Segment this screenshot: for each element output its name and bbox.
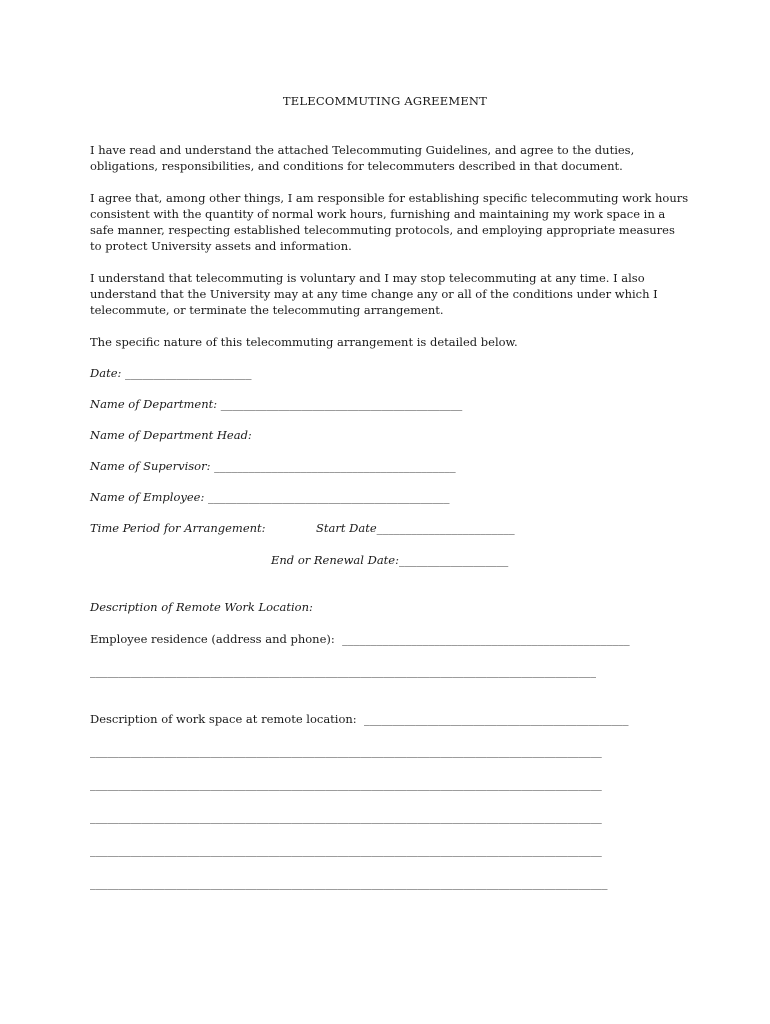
start-date-line[interactable]: ________________________ <box>376 521 515 535</box>
workspace-line[interactable]: ______________________________________________ <box>364 712 629 726</box>
department-head-field[interactable] <box>90 428 252 442</box>
time-period-label: Time Period for Arrangement: <box>90 521 266 535</box>
date-line[interactable]: ______________________ <box>125 366 252 380</box>
residence-field[interactable] <box>90 632 630 646</box>
residence-line[interactable]: __________________________________________________ <box>342 632 630 646</box>
supervisor-field[interactable] <box>90 459 456 473</box>
document-title: TELECOMMUTING AGREEMENT <box>282 94 488 108</box>
paragraph-specific-nature: The specific nature of this telecommuting arrangement is detailed below. <box>90 335 518 349</box>
date-field[interactable] <box>90 366 252 380</box>
supervisor-line[interactable]: __________________________________________ <box>214 459 456 473</box>
date-label: Date: <box>90 366 122 380</box>
residence-label: Employee residence (address and phone): <box>90 632 335 646</box>
employee-line[interactable]: __________________________________________ <box>208 490 450 504</box>
start-date-field[interactable] <box>316 521 515 535</box>
department-head-label: Name of Department Head: <box>90 428 252 442</box>
workspace-field[interactable] <box>90 712 629 726</box>
workspace-line-2[interactable]: _________________________________________________________________________________________ <box>90 777 602 791</box>
end-date-line[interactable]: ___________________ <box>398 553 509 567</box>
residence-line-2[interactable]: ________________________________________________________________________________________ <box>90 664 596 678</box>
workspace-label: Description of work space at remote location: <box>90 712 357 726</box>
supervisor-label: Name of Supervisor: <box>90 459 211 473</box>
workspace-line-4[interactable]: _________________________________________________________________________________________ <box>90 843 602 857</box>
end-date-label: End or Renewal Date: <box>271 553 399 567</box>
employee-field[interactable] <box>90 490 450 504</box>
remote-location-heading: Description of Remote Work Location: <box>90 600 313 614</box>
start-date-label: Start Date <box>316 521 377 535</box>
paragraph-responsibilities: I agree that, among other things, I am responsible for establishing specific telecommuting work hours consistent with the quantity of normal work hours, furnishing and maintaining my work space in a safe manner, respecting established telecommuting protocols, and employing appropriate measures to protect University assets and information. <box>90 191 689 253</box>
workspace-line-1[interactable]: _________________________________________________________________________________________ <box>90 744 602 758</box>
paragraph-guidelines: I have read and understand the attached Telecommuting Guidelines, and agree to the duties, obligations, responsibilities, and conditions for telecommuters described in that document. <box>90 143 635 173</box>
end-date-field[interactable] <box>271 553 508 567</box>
department-field[interactable] <box>90 397 462 411</box>
department-line[interactable]: __________________________________________ <box>220 397 463 411</box>
paragraph-voluntary: I understand that telecommuting is voluntary and I may stop telecommuting at any time. I also understand that the University may at any time change any or all of the conditions under which I telecommute, or terminate the telecommuting arrangement. <box>90 271 658 317</box>
workspace-line-3[interactable]: _________________________________________________________________________________________ <box>90 810 602 824</box>
employee-label: Name of Employee: <box>90 490 205 504</box>
workspace-line-5[interactable]: __________________________________________________________________________________________ <box>90 876 608 890</box>
department-label: Name of Department: <box>90 397 218 411</box>
